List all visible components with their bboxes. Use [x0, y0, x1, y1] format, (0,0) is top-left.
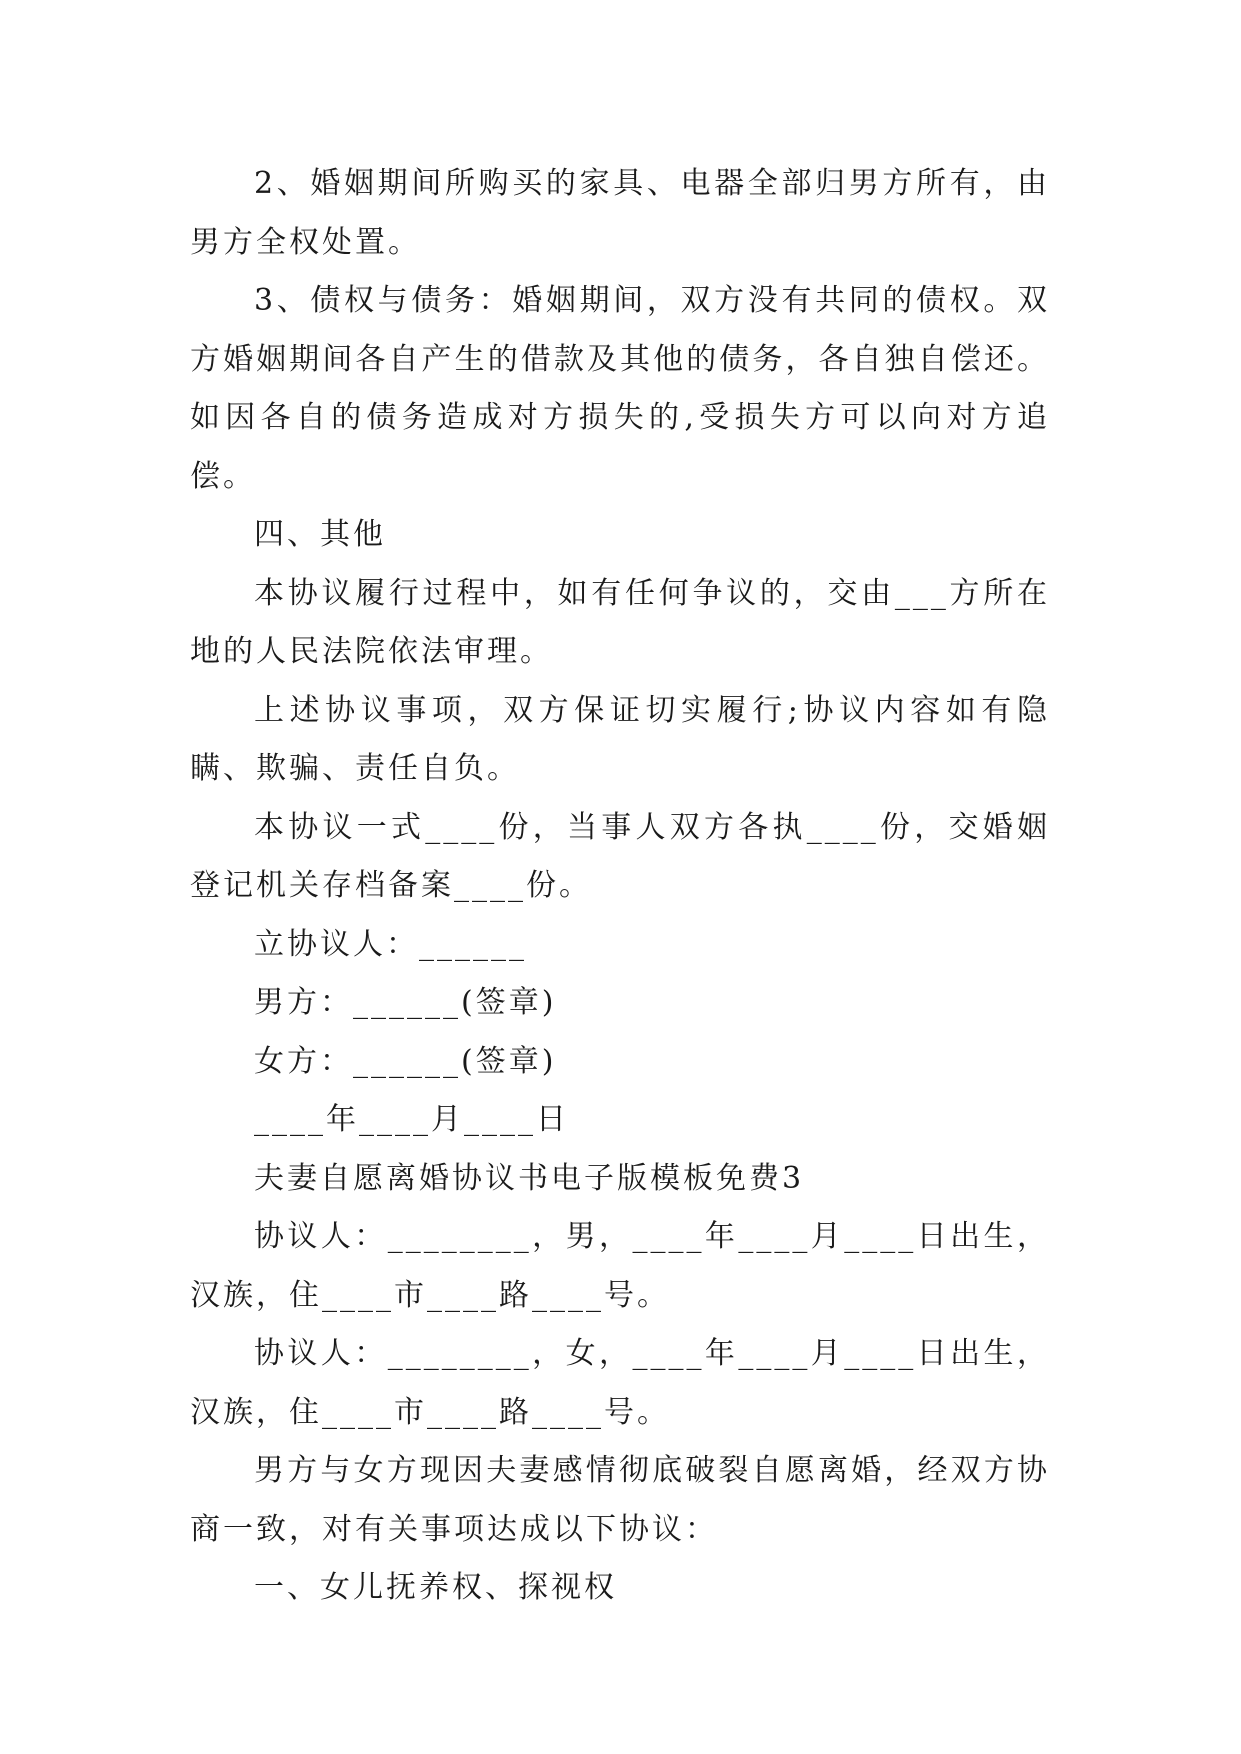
paragraph-dispute-court: 本协议履行过程中，如有任何争议的，交由___方所在地的人民法院依法审理。 [190, 575, 1050, 669]
party-female-info: 协议人：________，女，____年____月____日出生，汉族，住____市____路____号。 [190, 1336, 1050, 1430]
signatory-line: 立协议人：______ [254, 926, 527, 962]
paragraph-guarantee: 上述协议事项，双方保证切实履行;协议内容如有隐瞒、欺骗、责任自负。 [190, 692, 1050, 786]
paragraph-agreement-intro: 男方与女方现因夫妻感情彻底破裂自愿离婚，经双方协商一致，对有关事项达成以下协议： [190, 1453, 1050, 1547]
section-heading-other: 四、其他 [254, 517, 386, 552]
document-title-3: 夫妻自愿离婚协议书电子版模板免费3 [254, 1160, 805, 1196]
date-line: ____年____月____日 [254, 1102, 569, 1137]
male-signature-line: 男方：______(签章) [254, 985, 557, 1020]
paragraph-debts: 3、债权与债务：婚姻期间，双方没有共同的债权。双方婚姻期间各自产生的借款及其他的债务，各自独自偿还。如因各自的债务造成对方损失的,受损失方可以向对方追偿。 [190, 283, 1050, 494]
paragraph-furniture-appliances: 2、婚姻期间所购买的家具、电器全部归男方所有，由男方全权处置。 [190, 166, 1050, 260]
party-male-info: 协议人：________，男，____年____月____日出生，汉族，住____市____路____号。 [190, 1219, 1050, 1313]
female-signature-line: 女方：______(签章) [254, 1043, 557, 1079]
paragraph-copies: 本协议一式____份，当事人双方各执____份，交婚姻登记机关存档备案____份。 [190, 809, 1050, 903]
document-body [190, 155, 1050, 1618]
section-heading-custody: 一、女儿抚养权、探视权 [254, 1570, 617, 1605]
